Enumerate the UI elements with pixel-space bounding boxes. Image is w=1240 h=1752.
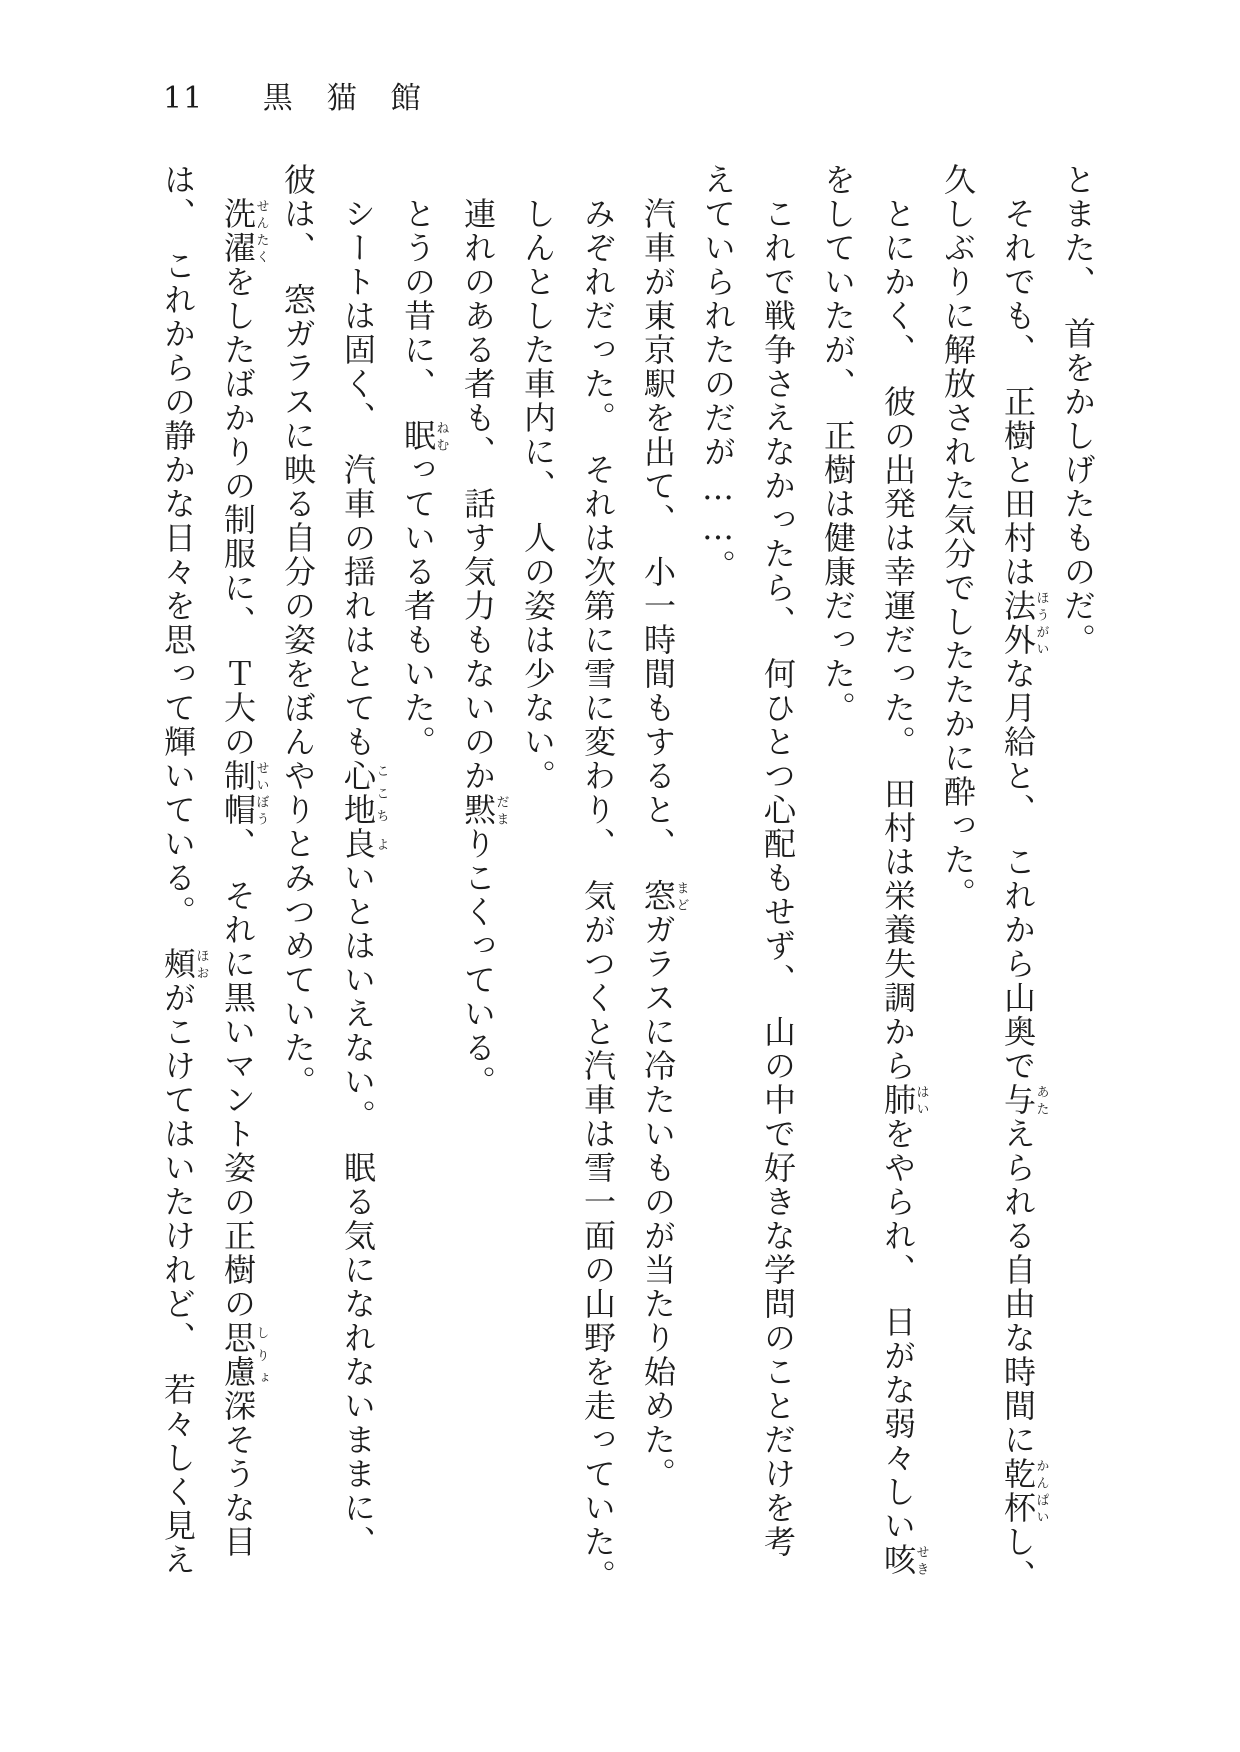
text-column: 汽車が東京駅を出て、 小一時間もすると、 窓まどガラスに冷たいものが当たり始めた。 (639, 197, 689, 1491)
furigana-ruby: 思慮しりょ (219, 1321, 269, 1389)
furigana-ruby: 制帽せいぼう (219, 759, 269, 827)
furigana-ruby: 窓まど (639, 879, 689, 913)
furigana-ruby: 眠ねむ (399, 419, 449, 453)
text-column: は、 これからの静かな日々を思って輝いている。 頰ほおがこけてはいたけれど、 若々しく見え (159, 163, 209, 1577)
text-column: えていられたのだが……。 (699, 163, 737, 583)
text-column: シートは固く、 汽車の揺れはとても心地ここち良よいとはいえない。 眠る気になれないままに、 (339, 197, 389, 1559)
text-column: 久しぶりに解放された気分でしたたかに酔った。 (939, 163, 977, 911)
furigana-ruby: 肺はい (879, 1083, 929, 1117)
furigana-ruby: 良よ (339, 827, 389, 861)
text-column: それでも、 正樹と田村は法外ほうがいな月給と、 これから山奥で与あたえられる自由な時間に乾杯かんぱいし、 (999, 197, 1049, 1593)
text-column: をしていたが、 正樹は健康だった。 (819, 163, 857, 725)
book-title: 黒猫館 (262, 81, 455, 116)
running-head (163, 81, 455, 116)
page-number: 11 (163, 81, 204, 116)
furigana-ruby: 乾杯かんぱい (999, 1457, 1049, 1525)
furigana-ruby: 黙だま (459, 793, 509, 827)
text-column: 連れのある者も、 話す気力もないのか黙だまりこくっている。 (459, 197, 509, 1099)
text-column: しんとした車内に、 人の姿は少ない。 (519, 197, 557, 793)
text-column: とまた、 首をかしげたものだ。 (1059, 163, 1097, 657)
text-column: とにかく、 彼の出発は幸運だった。 田村は栄養失調から肺はいをやられ、 日がな弱々しい咳せき (879, 197, 929, 1577)
furigana-ruby: 洗濯せんたく (219, 197, 269, 265)
furigana-ruby: 頰ほお (159, 947, 209, 981)
text-column: みぞれだった。 それは次第に雪に変わり、 気がつくと汽車は雪一面の山野を走っていた。 (579, 197, 617, 1593)
text-column: 洗濯せんたくをしたばかりの制服に、 Ｔ大の制帽せいぼう、 それに黒いマント姿の正樹の思慮しりょ深そうな目 (219, 197, 269, 1559)
text-column: これで戦争さえなかったら、 何ひとつ心配もせず、 山の中で好きな学問のことだけを考 (759, 197, 797, 1559)
furigana-ruby: 心地ここち (339, 759, 389, 827)
text-column: 彼は、 窓ガラスに映る自分の姿をぼんやりとみつめていた。 (279, 163, 317, 1099)
furigana-ruby: 法外ほうがい (999, 589, 1049, 657)
text-column: とうの昔に、 眠ねむっている者もいた。 (399, 197, 449, 759)
furigana-ruby: 与あた (999, 1083, 1049, 1117)
furigana-ruby: 咳せき (879, 1543, 929, 1577)
body-text (148, 163, 1108, 1673)
